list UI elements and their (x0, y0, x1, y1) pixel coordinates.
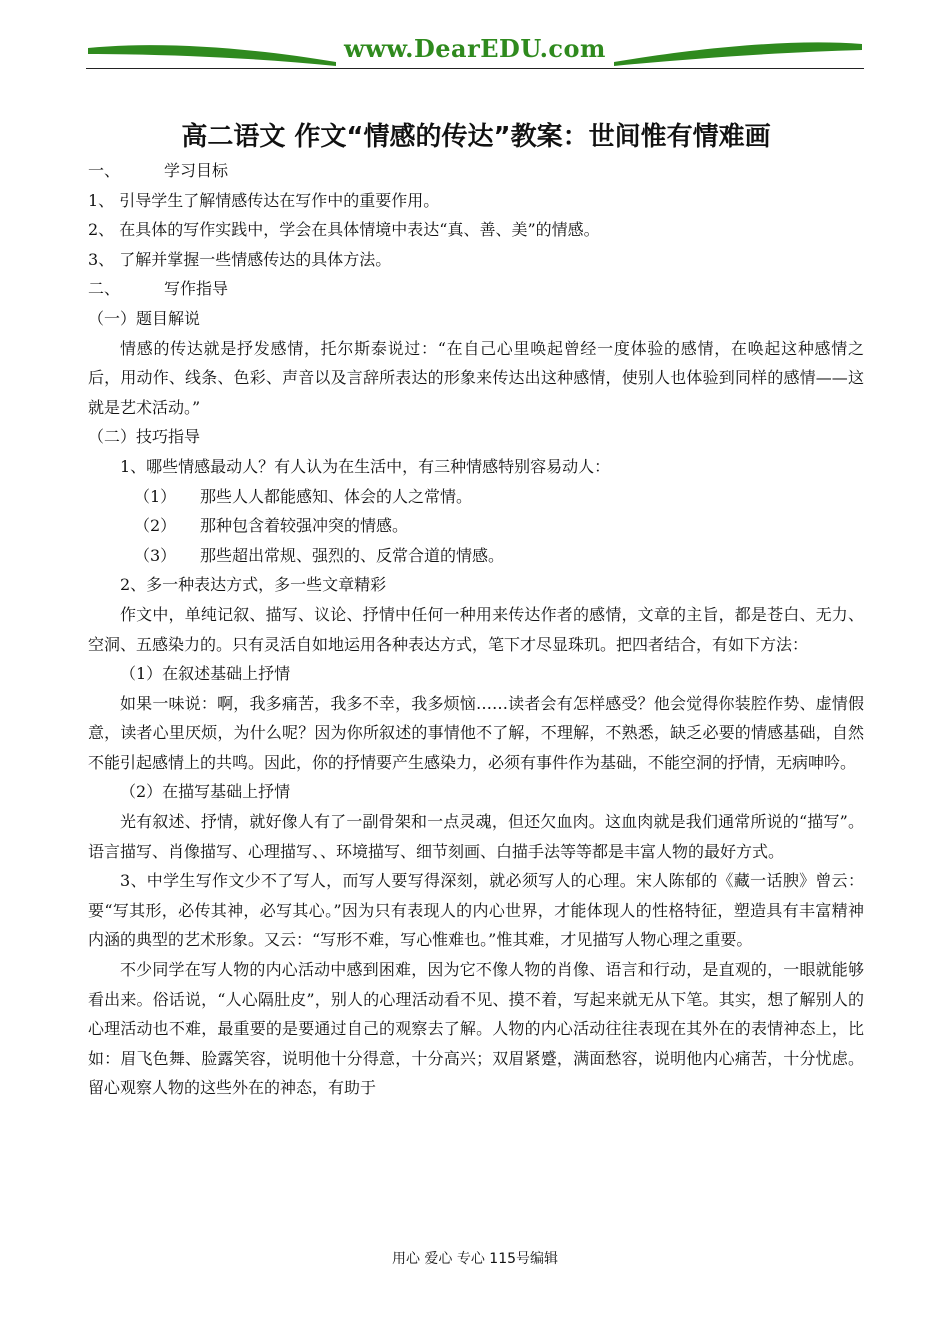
page-title: 高二语文 作文“情感的传达”教案：世间惟有情难画 (181, 122, 771, 152)
section-label: 写作指导 (164, 279, 229, 299)
list-item (88, 482, 864, 512)
list-item-text: 那些超出常规、强烈的、反常合道的情感。 (200, 545, 505, 565)
section-heading-1 (88, 156, 864, 186)
paragraph-expression: 作文中，单纯记叙、描写、议论、抒情中任何一种用来传达作者的感情，文章的主旨，都是苍白、无力、空洞、五感染力的。只有灵活自如地运用各种表达方式，笔下才尽显珠玑。把四者结合，有如下方法： (88, 604, 864, 654)
document-body (88, 118, 864, 1103)
section-label: 学习目标 (164, 161, 229, 180)
list-item (88, 541, 864, 571)
goal-1: 1、 引导学生了解情感传达在写作中的重要作用。 (88, 190, 440, 210)
site-logo-text[interactable]: www.DearEDU.com (344, 34, 606, 63)
goal-3: 3、 了解并掌握一些情感传达的具体方法。 (88, 249, 392, 269)
paragraph-observation: 不少同学在写人物的内心活动中感到困难，因为它不像人物的肖像、语言和行动，是直观的，一眼就能够看出来。俗话说，“人心隔肚皮”，别人的心理活动看不见、摸不着，写起来就无从下笔。其实，想了解别人的心理活动也不难，最重要的是要通过自己的观察去了解。人物的内心活动往往表现在其外在的表情神态上，比如：眉飞色舞、脸露笑容，说明他十分得意，十分高兴；双眉紧蹙，满面愁容，说明他内心痛苦，十分忧虑。留心观察人物的这些外在的神态，有助于 (88, 960, 864, 1098)
paragraph-psychology: 3、中学生写作文少不了写人，而写人要写得深刻，就必须写人的心理。宋人陈郁的《藏一话腴》曾云：要“写其形，必传其神，必写其心。”因为只有表现人的内心世界，才能体现人的性格特征，塑造具有丰富精神内涵的典型的艺术形象。又云：“写形不难，写心惟难也。”惟其难，才见描写人物心理之重要。 (88, 871, 864, 950)
goal-2: 2、 在具体的写作实践中，学会在具体情境中表达“真、善、美”的情感。 (88, 220, 600, 240)
paragraph-narration: 如果一味说：啊，我多痛苦，我多不幸，我多烦恼……读者会有怎样感受？他会觉得你装腔作势、虚情假意，读者心里厌烦，为什么呢？因为你所叙述的事情他不了解，不理解，不熟悉，缺乏必要的情感基础，自然不能引起感情上的共鸣。因此，你的抒情要产生感染力，必须有事件作为基础，不能空洞的抒情，无病呻吟。 (88, 693, 864, 772)
point-1-heading: 1、哪些情感最动人？有人认为在生活中，有三种情感特别容易动人： (120, 456, 611, 476)
page-footer: 用心 爱心 专心 115号编辑 (391, 1251, 559, 1267)
list-item-text: 那些人人都能感知、体会的人之常情。 (200, 486, 473, 506)
section-number: 二、 (88, 279, 121, 299)
section-heading-2 (88, 274, 864, 304)
subsection-heading-2: （二）技巧指导 (88, 427, 201, 447)
list-item-text: 那种包含着较强冲突的情感。 (200, 516, 409, 536)
paragraph-intro: 情感的传达就是抒发感情，托尔斯泰说过：“在自己心里唤起曾经一度体验的感情，在唤起这种感情之后，用动作、线条、色彩、声音以及言辞所表达的形象来传达出这种感情，使别人也体验到同样的感情——这就是艺术活动。” (88, 338, 864, 417)
section-number: 一、 (88, 161, 121, 180)
list-item (88, 511, 864, 541)
point-2-heading: 2、多一种表达方式，多一些文章精彩 (120, 575, 387, 595)
list-item-number: （2） (134, 516, 177, 536)
method-1-heading: （1）在叙述基础上抒情 (120, 664, 291, 684)
list-item-number: （1） (134, 486, 177, 506)
subsection-heading-1: （一）题目解说 (88, 308, 201, 328)
method-2-heading: （2）在描写基础上抒情 (120, 782, 291, 802)
list-item-number: （3） (134, 545, 177, 565)
header-divider (86, 68, 864, 69)
paragraph-description: 光有叙述、抒情，就好像人有了一副骨架和一点灵魂，但还欠血肉。这血肉就是我们通常所说的“描写”。语言描写、肖像描写、心理描写、、环境描写、细节刻画、白描手法等等都是丰富人物的最好方式。 (88, 812, 864, 861)
